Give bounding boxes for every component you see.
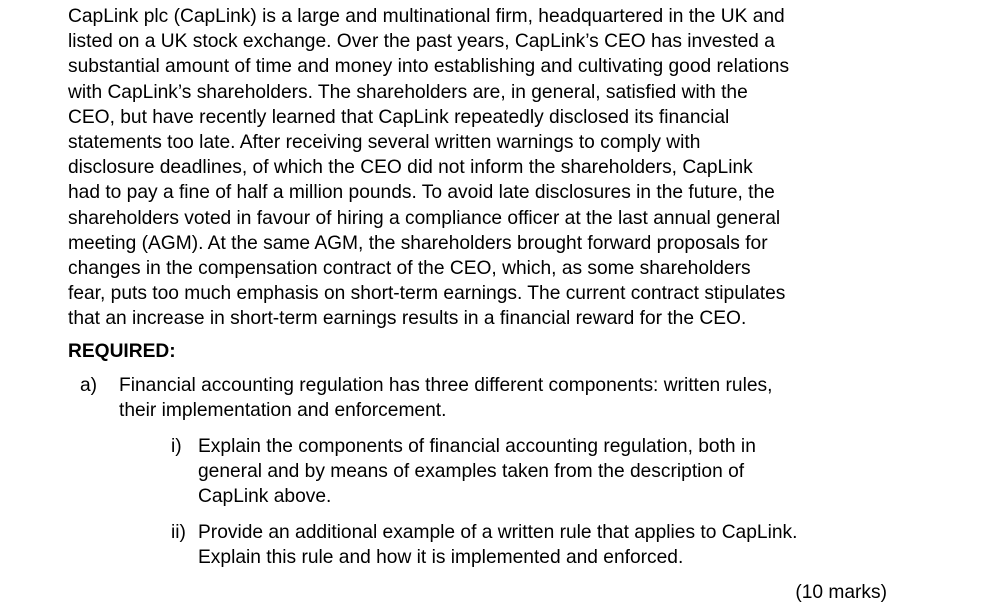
case-line: had to pay a fine of half a million pounds. To avoid late disclosures in the future, the bbox=[68, 182, 775, 204]
subquestion-i-text bbox=[198, 434, 898, 509]
subquestion-ii-line: Provide an additional example of a written rule that applies to CapLink. bbox=[198, 522, 798, 543]
case-line: listed on a UK stock exchange. Over the past years, CapLink’s CEO has invested a bbox=[68, 31, 775, 53]
case-description bbox=[68, 4, 908, 332]
case-line: that an increase in short-term earnings results in a financial reward for the CEO. bbox=[68, 308, 747, 330]
subquestion-i-line: general and by means of examples taken from the description of bbox=[198, 461, 745, 482]
subquestion-ii-marker: ii) bbox=[171, 522, 186, 543]
subquestion-ii-line: Explain this rule and how it is implemented and enforced. bbox=[198, 547, 684, 568]
case-line: with CapLink’s shareholders. The shareholders are, in general, satisfied with the bbox=[68, 81, 748, 103]
case-line: substantial amount of time and money into establishing and cultivating good relations bbox=[68, 56, 790, 78]
subquestion-ii-text bbox=[198, 520, 898, 570]
subquestion-i-marker: i) bbox=[171, 436, 182, 457]
case-line: disclosure deadlines, of which the CEO did not inform the shareholders, CapLink bbox=[68, 157, 753, 179]
case-line: changes in the compensation contract of the CEO, which, as some shareholders bbox=[68, 258, 751, 280]
case-line: statements too late. After receiving several written warnings to comply with bbox=[68, 132, 701, 154]
case-line: fear, puts too much emphasis on short-term earnings. The current contract stipulates bbox=[68, 283, 786, 305]
question-a-marker: a) bbox=[80, 375, 98, 396]
marks-allocation: (10 marks) bbox=[795, 582, 887, 603]
subquestion-i-line: CapLink above. bbox=[198, 486, 332, 507]
question-a-line: their implementation and enforcement. bbox=[119, 400, 447, 421]
subquestion-i-line: Explain the components of financial accounting regulation, both in bbox=[198, 436, 756, 457]
case-line: CEO, but have recently learned that CapLink repeatedly disclosed its financial bbox=[68, 106, 730, 128]
question-a-text bbox=[119, 373, 899, 423]
case-line: meeting (AGM). At the same AGM, the shareholders brought forward proposals for bbox=[68, 232, 768, 254]
required-heading: REQUIRED: bbox=[68, 341, 176, 362]
case-line: shareholders voted in favour of hiring a compliance officer at the last annual general bbox=[68, 207, 781, 229]
question-a-line: Financial accounting regulation has three different components: written rules, bbox=[119, 375, 773, 396]
case-line: CapLink plc (CapLink) is a large and multinational firm, headquartered in the UK and bbox=[68, 6, 785, 27]
